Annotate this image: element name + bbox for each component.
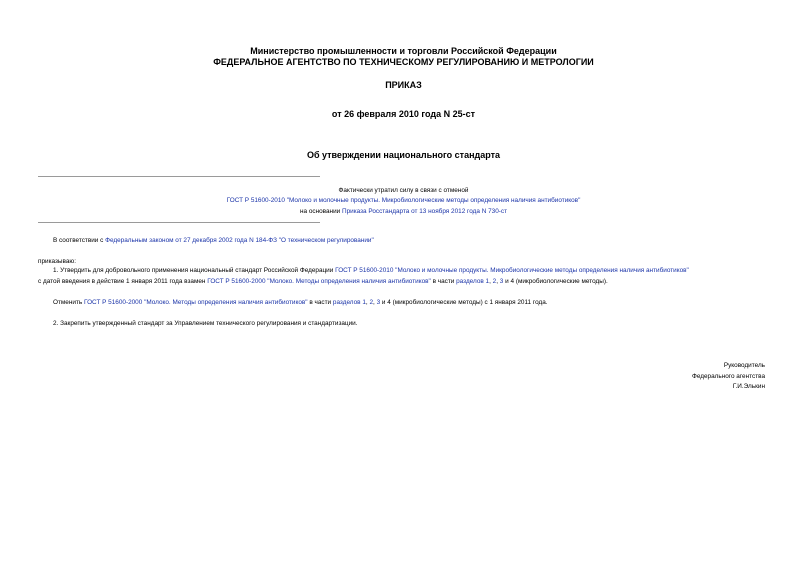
cancel-prefix: Отменить — [53, 299, 84, 306]
cancel-section-1-link[interactable]: разделов 1 — [332, 299, 366, 306]
item1-section-3-link[interactable]: 3 — [499, 278, 504, 285]
agency-heading: ФЕДЕРАЛЬНОЕ АГЕНТСТВО ПО ТЕХНИЧЕСКОМУ РЕГУЛИРОВАНИЮ И МЕТРОЛОГИИ — [213, 57, 594, 67]
cancel-section-2-link[interactable]: 2 — [369, 299, 373, 306]
item1-and: и — [503, 278, 511, 285]
item1-sep2: , — [496, 278, 500, 285]
gost-2010-link[interactable]: ГОСТ Р 51600-2010 "Молоко и молочные продукты. Микробиологические методы определения наличия антибиотиков" — [226, 197, 581, 204]
item1-prefix: 1. Утвердить для добровольного применения национальный стандарт Российской Федерации — [53, 267, 336, 274]
notice-top-divider — [38, 176, 320, 177]
notice-line3-prefix: на основании — [299, 208, 342, 215]
cancel-tail: (микробиологические методы) с 1 января 2011 года. — [390, 299, 548, 306]
signature-name: Г.И.Элькин — [732, 383, 765, 390]
cancel-section-4: 4 — [387, 299, 391, 306]
item1-gost-2000-link[interactable]: ГОСТ Р 51600-2000 "Молоко. Методы определения наличия антибиотиков" — [207, 278, 431, 285]
basis-prefix: В соответствии с — [53, 237, 106, 244]
signature-title2: Федерального агентства — [691, 373, 765, 380]
notice-line3 — [0, 207, 807, 216]
item1-section-1-link[interactable]: разделов 1 — [456, 278, 490, 285]
cancel-paragraph — [53, 298, 548, 307]
order-word: приказываю: — [38, 258, 76, 265]
item1-section-2-link[interactable]: 2 — [492, 278, 497, 285]
subject-heading: Об утверждении национального стандарта — [306, 150, 501, 160]
cancel-sep1: , — [365, 299, 370, 306]
item1-tail: (микробиологические методы). — [514, 278, 608, 285]
federal-law-link[interactable]: Федеральным законом от 27 декабря 2002 года N 184-ФЗ "О техническом регулировании" — [105, 237, 374, 244]
item1-gost-2010-link[interactable]: ГОСТ Р 51600-2010 "Молоко и молочные продукты. Микробиологические методы определения наличия антибиотиков" — [335, 267, 689, 274]
item1-line1 — [53, 266, 689, 275]
item1-section-4: 4 — [510, 278, 515, 285]
rosstandart-order-link[interactable]: Приказа Росстандарта от 13 ноября 2012 года N 730-ст — [341, 208, 508, 215]
basis-paragraph — [53, 236, 374, 245]
notice-line2 — [0, 196, 807, 205]
item2-paragraph: 2. Закрепить утвержденный стандарт за Управлением технического регулирования и стандартизации. — [53, 320, 358, 327]
cancel-section-3-link[interactable]: 3 — [376, 299, 381, 306]
signature-title1: Руководитель — [723, 362, 765, 369]
item1-sep1: , — [489, 278, 493, 285]
item1-line2 — [38, 277, 608, 286]
cancel-gost-2000-link[interactable]: ГОСТ Р 51600-2000 "Молоко. Методы определения наличия антибиотиков" — [83, 299, 308, 306]
cancel-and: и — [380, 299, 388, 306]
doc-type-heading: ПРИКАЗ — [385, 80, 422, 90]
notice-bottom-divider — [38, 222, 320, 223]
item1-cont-prefix: с датой введения в действие 1 января 2011 года взамен — [38, 278, 208, 285]
cancel-mid: в части — [307, 299, 333, 306]
item1-cont-mid: в части — [430, 278, 457, 285]
date-number-heading: от 26 февраля 2010 года N 25-ст — [331, 109, 476, 119]
notice-line1: Фактически утратил силу в связи с отменой — [338, 187, 469, 194]
ministry-heading: Министерство промышленности и торговли Российской Федерации — [250, 46, 557, 56]
cancel-sep2: , — [373, 299, 377, 306]
